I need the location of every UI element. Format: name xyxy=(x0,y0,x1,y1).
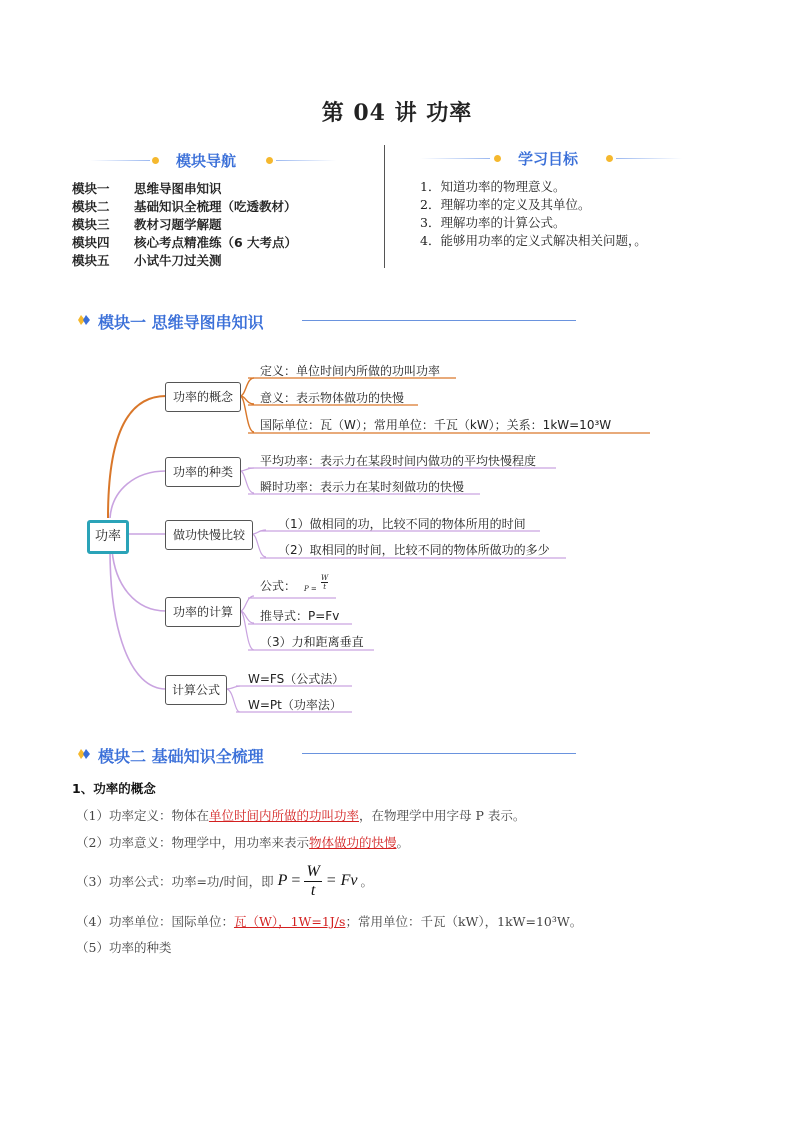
mindmap-branch[interactable]: 做功快慢比较 xyxy=(165,520,253,550)
formula-symbol: = Fv xyxy=(325,872,358,889)
mindmap-leaf: W=FS（公式法） xyxy=(248,672,345,686)
module-name: 小试牛刀过关测 xyxy=(134,253,222,268)
dot-icon xyxy=(266,157,273,164)
mindmap-leaf: 推导式：P=Fv xyxy=(260,609,340,623)
section-heading: 模块二 基础知识全梳理 xyxy=(98,747,264,766)
mindmap-branch[interactable]: 功率的计算 xyxy=(165,597,241,627)
text: （2）功率意义：物理学中，用功率来表示 xyxy=(76,835,309,850)
formula-p: P = xyxy=(304,584,317,593)
mindmap-leaf: （3）力和距离垂直 xyxy=(260,635,364,649)
module-nav-heading: 模块导航 xyxy=(176,152,237,170)
formula-den: t xyxy=(323,583,327,591)
paragraph xyxy=(76,806,525,824)
paragraph xyxy=(76,912,582,930)
mindmap-leaf: 国际单位：瓦（W）；常用单位：千瓦（kW）；关系：1kW=10³W xyxy=(260,418,612,432)
module-item[interactable] xyxy=(72,251,222,269)
formula-numerator: W xyxy=(306,862,320,880)
formula-num: W xyxy=(321,574,329,582)
module-item[interactable] xyxy=(72,233,297,251)
small-formula xyxy=(304,574,328,591)
column-divider xyxy=(384,145,385,268)
text: ；常用单位：千瓦（kW），1kW=10³W。 xyxy=(345,914,583,929)
goal-item: 1．知道功率的物理意义。 xyxy=(420,179,566,194)
paragraph xyxy=(76,859,373,903)
text: （3）功率公式：功率=功/时间，即 xyxy=(76,874,274,889)
dot-icon xyxy=(494,155,501,162)
divider xyxy=(90,160,150,161)
module-name: 基础知识全梳理（吃透教材） xyxy=(134,199,297,214)
goal-item: 3．理解功率的计算公式。 xyxy=(420,215,566,230)
formula-denominator: t xyxy=(310,881,316,899)
text: （1）功率定义：物体在 xyxy=(76,808,209,823)
mindmap-branch[interactable]: 功率的种类 xyxy=(165,457,241,487)
section-rule xyxy=(302,753,576,754)
mindmap-leaf: （2）取相同的时间，比较不同的物体所做功的多少 xyxy=(278,543,550,557)
module-key: 模块三 xyxy=(72,217,110,232)
module-key: 模块四 xyxy=(72,235,110,250)
mindmap-branch[interactable]: 功率的概念 xyxy=(165,382,241,412)
key-term: 物体做功的快慢 xyxy=(308,835,397,850)
diamond-icon xyxy=(78,748,90,760)
subheading: 1、功率的概念 xyxy=(72,781,156,796)
dot-icon xyxy=(606,155,613,162)
divider xyxy=(420,158,490,159)
formula-symbol: P xyxy=(277,872,288,889)
mindmap-leaf: 意义：表示物体做功的快慢 xyxy=(260,391,405,405)
section-heading: 模块一 思维导图串知识 xyxy=(98,313,264,332)
module-name: 思维导图串知识 xyxy=(134,181,222,196)
mindmap-leaf: 瞬时功率：表示力在某时刻做功的快慢 xyxy=(260,480,465,494)
text: 。 xyxy=(360,874,373,889)
goal-item: 4．能够用功率的定义式解决相关问题，。 xyxy=(420,233,647,248)
mindmap-root[interactable]: 功率 xyxy=(87,520,129,554)
text: 。 xyxy=(396,835,409,850)
mindmap-leaf: （1）做相同的功，比较不同的物体所用的时间 xyxy=(278,517,526,531)
module-item[interactable] xyxy=(72,215,222,233)
divider xyxy=(616,158,682,159)
module-key: 模块五 xyxy=(72,253,110,268)
paragraph xyxy=(76,833,409,851)
module-name: 核心考点精准练（6 大考点） xyxy=(134,235,298,250)
module-key: 模块一 xyxy=(72,181,110,196)
diamond-icon xyxy=(78,314,90,326)
text: （4）功率单位：国际单位： xyxy=(76,914,234,929)
module-name: 教材习题学解题 xyxy=(134,217,222,232)
text: ，在物理学中用字母 P 表示。 xyxy=(358,808,526,823)
divider xyxy=(276,160,336,161)
mindmap-leaf: 公式： xyxy=(260,579,297,593)
module-item[interactable] xyxy=(72,179,222,197)
key-term: 瓦（W），1W=1J/s xyxy=(233,914,346,929)
mindmap-leaf: 平均功率：表示力在某段时间内做功的平均快慢程度 xyxy=(260,454,537,468)
key-term: 单位时间内所做的功叫功率 xyxy=(208,808,359,823)
dot-icon xyxy=(152,157,159,164)
goal-item: 2．理解功率的定义及其单位。 xyxy=(420,197,591,212)
mindmap-leaf: 定义：单位时间内所做的功叫功率 xyxy=(260,364,441,378)
section-rule xyxy=(302,320,576,321)
module-key: 模块二 xyxy=(72,199,110,214)
formula-symbol: = xyxy=(291,872,301,889)
paragraph: （5）功率的种类 xyxy=(76,940,172,955)
learning-goals-heading: 学习目标 xyxy=(518,150,579,168)
mindmap-leaf: W=Pt（功率法） xyxy=(248,698,342,712)
page-title: 第 04 讲 功率 xyxy=(321,100,473,126)
module-item[interactable] xyxy=(72,197,297,215)
mindmap-branch[interactable]: 计算公式 xyxy=(165,675,227,705)
